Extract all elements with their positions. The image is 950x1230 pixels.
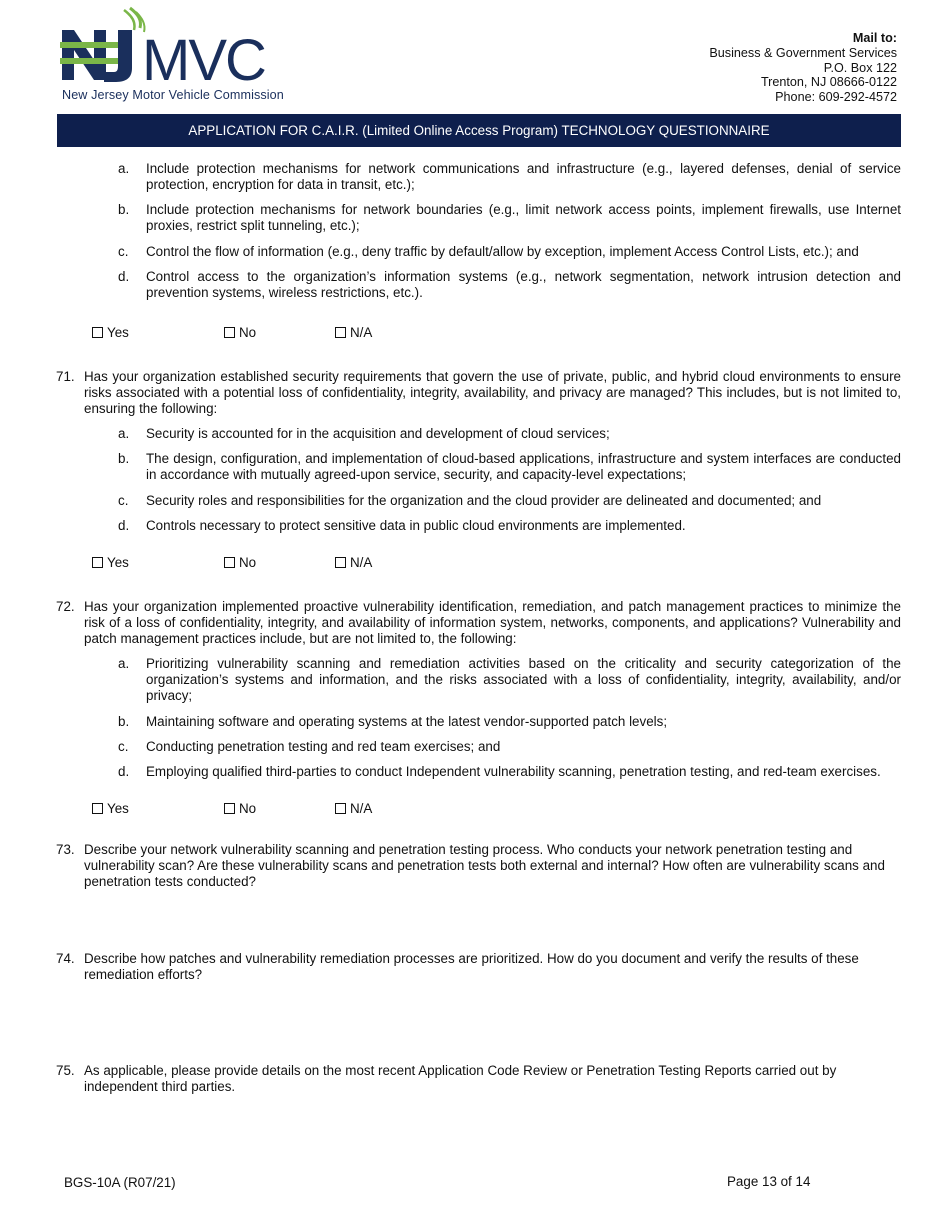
mail-to-block: [709, 31, 897, 105]
logo-letters: MVC: [142, 28, 265, 86]
q72-na-checkbox[interactable]: N/A: [335, 801, 372, 817]
mail-line-1: Business & Government Services: [709, 45, 897, 60]
q71-answer-options: [92, 555, 492, 573]
q72-yes-checkbox[interactable]: Yes: [92, 801, 129, 817]
q71-na-checkbox[interactable]: N/A: [335, 555, 372, 571]
checkbox-icon[interactable]: [92, 327, 103, 338]
list-item: c. Security roles and responsibilities for the organization and the cloud provider are delineated and documented; and: [118, 493, 822, 508]
list-item: d. Employing qualified third-parties to conduct Independent vulnerability scanning, penetration testing, and red-team exercises.: [118, 764, 881, 779]
checkbox-icon[interactable]: [335, 803, 346, 814]
question-71: 71. Has your organization established security requirements that govern the use of private, public, and hybrid cloud environments to ensure risks associated with a potential loss of confidentiality, integrity, availability, and privacy are managed? This includes, but is not limited to, ensuring the following:: [56, 369, 901, 416]
list-item: a. Prioritizing vulnerability scanning and remediation activities based on the criticality and security categorization of the organization’s systems and information, and the risks associated with a loss of confidentiality, integrity, availability, and/or privacy;: [118, 656, 901, 703]
mail-line-3: Trenton, NJ 08666-0122: [760, 75, 897, 90]
q72-answer-options: [92, 801, 492, 819]
checkbox-icon[interactable]: [92, 557, 103, 568]
checkbox-icon[interactable]: [224, 803, 235, 814]
list-item: a. Include protection mechanisms for network communications and infrastructure (e.g., layered defenses, denial of service protection, encryption for data in transit, etc.);: [118, 161, 901, 192]
form-id: BGS-10A (R07/21): [64, 1175, 176, 1190]
checkbox-icon[interactable]: [92, 803, 103, 814]
list-item: b. Maintaining software and operating systems at the latest vendor-supported patch levels;: [118, 714, 668, 729]
list-item: b. Include protection mechanisms for network boundaries (e.g., limit network access points, implement firewalls, use Internet proxies, restrict split tunneling, etc.);: [118, 202, 901, 233]
njmvc-logo-graphic: [60, 6, 312, 86]
question-74: 74. Describe how patches and vulnerability remediation processes are prioritized. How do you document and verify the results of these remediation efforts?: [56, 951, 859, 982]
q71-no-checkbox[interactable]: No: [224, 555, 256, 571]
q70-yes-checkbox[interactable]: Yes: [92, 325, 129, 341]
q70-no-checkbox[interactable]: No: [224, 325, 256, 341]
q71-yes-checkbox[interactable]: Yes: [92, 555, 129, 571]
list-item: c. Conducting penetration testing and red team exercises; and: [118, 739, 501, 754]
njmvc-logo: [60, 6, 312, 104]
mail-line-2: P.O. Box 122: [823, 60, 897, 75]
list-item: b. The design, configuration, and implementation of cloud-based applications, infrastructure and system interfaces are conducted in accordance with mutually agreed-upon service, security, and capacity-level expectations;: [118, 451, 901, 482]
list-item: d. Controls necessary to protect sensitive data in public cloud environments are implemented.: [118, 518, 686, 533]
checkbox-icon[interactable]: [224, 557, 235, 568]
list-item: d. Control access to the organization’s information systems (e.g., network segmentation, network intrusion detection and prevention systems, wireless restrictions, etc.).: [118, 269, 901, 300]
checkbox-icon[interactable]: [224, 327, 235, 338]
mail-to-title: Mail to:: [852, 31, 897, 45]
checkbox-icon[interactable]: [335, 557, 346, 568]
list-item: a. Security is accounted for in the acquisition and development of cloud services;: [118, 426, 610, 441]
q70-answer-options: [92, 325, 492, 343]
checkbox-icon[interactable]: [335, 327, 346, 338]
q70-na-checkbox[interactable]: N/A: [335, 325, 372, 341]
question-73: 73. Describe your network vulnerability scanning and penetration testing process. Who conducts your network penetration testing and vulnerability scan? Are these vulnerability scans and penetration tests both external and internal? How often are vulnerability scans and penetration tests conducted?: [56, 842, 885, 889]
page-number: Page 13 of 14: [727, 1174, 811, 1189]
q72-no-checkbox[interactable]: No: [224, 801, 256, 817]
mail-line-4: Phone: 609-292-4572: [775, 90, 897, 105]
question-75: 75. As applicable, please provide details on the most recent Application Code Review or Penetration Testing Reports carried out by independent third parties.: [56, 1063, 837, 1094]
list-item: c. Control the flow of information (e.g., deny traffic by default/allow by exception, implement Access Control Lists, etc.); and: [118, 244, 859, 259]
question-72: 72. Has your organization implemented proactive vulnerability identification, remediation, and patch management practices to minimize the risk of a loss of confidentiality, integrity, and availability of information system, networks, components, and applications? Vulnerability and patch management practices include, but are not limited to, the following:: [56, 599, 901, 646]
form-title-banner: APPLICATION FOR C.A.I.R. (Limited Online Access Program) TECHNOLOGY QUESTIONNAIRE: [57, 114, 901, 147]
logo-subtitle: New Jersey Motor Vehicle Commission: [62, 88, 284, 102]
